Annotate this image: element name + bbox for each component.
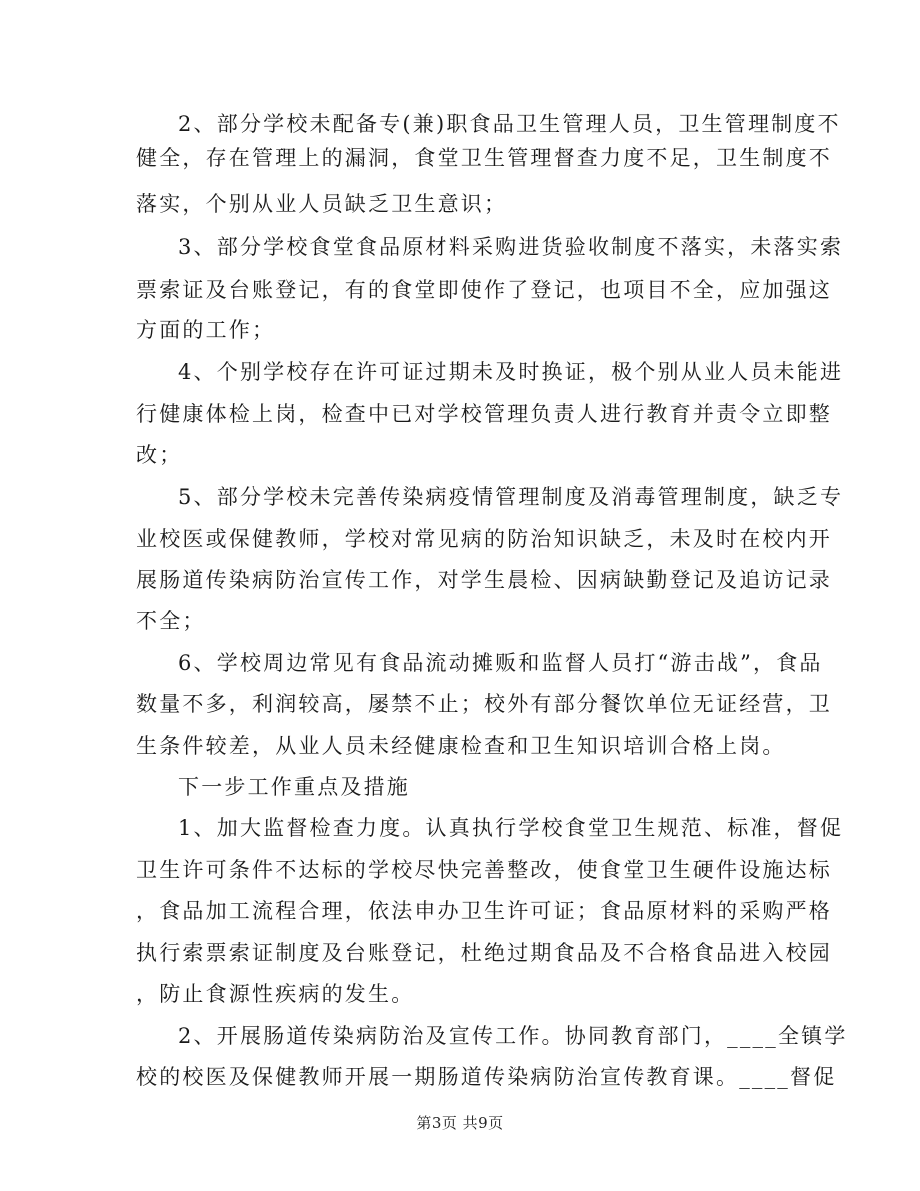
text-line: 2、开展肠道传染病防治及宣传工作。协同教育部门，____全镇学 [178,1024,848,1048]
text-line: 6、学校周边常见有食品流动摊贩和监督人员打“游击战”，食品 [178,651,823,675]
text-line: 2、部分学校未配备专(兼)职食品卫生管理人员，卫生管理制度不 [178,112,841,136]
text-line: 1、加大监督检查力度。认真执行学校食堂卫生规范、标准，督促 [178,816,844,840]
section-heading: 下一步工作重点及措施 [178,775,410,799]
text-line: 生条件较差，从业人员未经健康检查和卫生知识培训合格上岗。 [136,734,786,758]
text-line: 不全； [136,609,206,633]
text-line: 改； [136,443,183,467]
page-number-footer: 第3页 共9页 [416,1114,504,1132]
text-line: 5、部分学校未完善传染病疫情管理制度及消毒管理制度，缺乏专 [178,485,844,509]
text-line: ，食品加工流程合理，依法申办卫生许可证；食品原材料的采购严格 [136,899,832,923]
text-line: 校的校医及保健教师开展一期肠道传染病防治宣传教育课。____督促 [136,1065,837,1089]
text-line: 4、个别学校存在许可证过期未及时换证，极个别从业人员未能进 [178,360,844,384]
text-line: 落实，个别从业人员缺乏卫生意识； [136,192,508,216]
text-line: 执行索票索证制度及台账登记，杜绝过期食品及不合格食品进入校园 [136,941,832,965]
text-line: ，防止食源性疾病的发生。 [136,982,415,1006]
text-line: 健全，存在管理上的漏洞，食堂卫生管理督查力度不足，卫生制度不 [136,146,832,170]
text-line: 方面的工作； [136,318,276,342]
text-line: 卫生许可条件不达标的学校尽快完善整改，使食堂卫生硬件设施达标 [136,858,832,882]
text-line: 数量不多，利润较高，屡禁不止；校外有部分餐饮单位无证经营，卫 [136,692,832,716]
text-line: 展肠道传染病防治宣传工作，对学生晨检、因病缺勤登记及追访记录 [136,568,832,592]
text-line: 票索证及台账登记，有的食堂即使作了登记，也项目不全，应加强这 [136,278,832,302]
text-line: 业校医或保健教师，学校对常见病的防治知识缺乏，未及时在校内开 [136,527,832,551]
text-line: 行健康体检上岗，检查中已对学校管理负责人进行教育并责令立即整 [136,402,832,426]
text-line: 3、部分学校食堂食品原材料采购进货验收制度不落实，未落实索 [178,235,844,259]
